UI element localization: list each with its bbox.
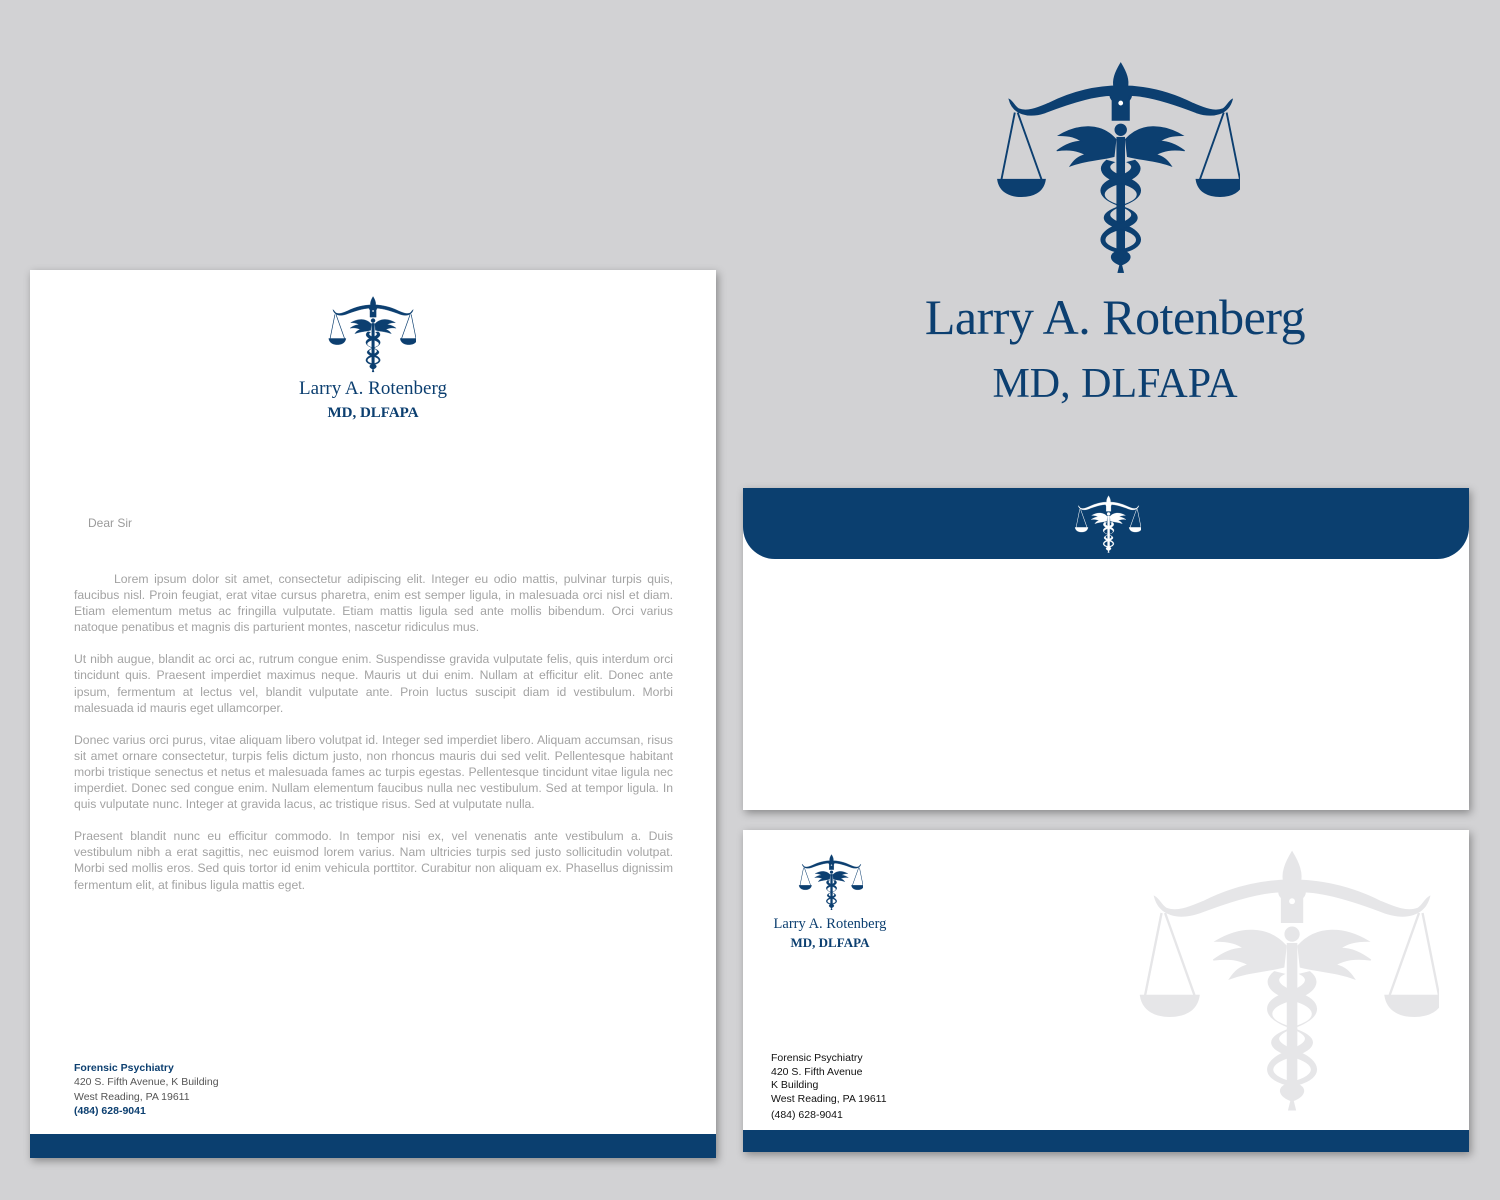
flap-logo-scales-caduceus-icon [1073,494,1141,554]
letter-paragraph: Lorem ipsum dolor sit amet, consectetur adipiscing elit. Integer eu odio mattis, pulvinar turpis quis, faucibus nisl. Proin feugiat, erat vitae cursus pharetra, enim est semper ligula, in malesuada orci nisl et diam. Etiam elementum metus ac fringilla vulputate. Etiam mattis ligula sed ante mollis bibendum. Orci varius natoque penatibus et magnis dis parturient montes, nascetur ridiculus mus. [74,572,673,635]
letter-salutation: Dear Sir [88,516,133,530]
envelope-flap [743,488,1469,559]
return-street: 420 S. Fifth Avenue [771,1065,863,1078]
footer-practice: Forensic Psychiatry [74,1062,174,1074]
return-building: K Building [771,1079,819,1092]
envelope-return-address [771,1052,887,1123]
letter-paragraph: Ut nibh augue, blandit ac orci ac, rutrum congue enim. Suspendisse gravida vulputate felis, quis interdum orci tincidunt quis. Praesent imperdiet maximus neque. Mauris ut dui enim. Nullam at efficitur elit. Donec ante ipsum, fermentum at lectus vel, blandit vulputate ante. Proin luctus suscipit diam id vestibulum. Morbi malesuada id mauris eget ullamcorper. [74,652,673,715]
hero-logo-scales-caduceus-icon [990,56,1240,278]
letterhead-bottom-bar [30,1134,716,1158]
return-city-state-zip: West Reading, PA 19611 [771,1092,887,1105]
letter-body [74,571,673,909]
letterhead-page [30,270,716,1158]
watermark-scales-caduceus-icon [1131,842,1439,1118]
envelope-logo-scales-caduceus-icon [797,852,863,912]
envelope-credentials: MD, DLFAPA [790,935,870,950]
letter-paragraph: Donec varius orci purus, vitae aliquam libero volutpat id. Integer sed imperdiet libero. Aliquam accumsan, risus sit amet ornare consectetur, turpis felis dictum justo, non rhoncus mauris dui sed velit. Pellentesque habitant morbi tristique senectus et netus et malesuada fames ac turpis egestas. Pellentesque tincidunt vitae ligula nec imperdiet. Donec sed congue enim. Nullam elementum faucibus nulla nec vestibulum. Sed at tempor ligula. In quis vulputate nunc. Integer at gravida lacus, ac tristique risus. Sed at vulputate nulla. [74,732,673,812]
letterhead-footer-address [74,1061,219,1119]
envelope-back [743,488,1469,810]
letterhead-credentials: MD, DLFAPA [327,405,419,421]
return-phone: (484) 628-9041 [771,1109,843,1122]
return-practice: Forensic Psychiatry [771,1052,863,1064]
envelope-name: Larry A. Rotenberg [773,916,887,932]
footer-phone: (484) 628-9041 [74,1105,146,1118]
hero-name: Larry A. Rotenberg [924,289,1306,345]
footer-address-line1: 420 S. Fifth Avenue, K Building [74,1076,219,1089]
hero-credentials: MD, DLFAPA [992,361,1238,407]
footer-address-line2: West Reading, PA 19611 [74,1090,190,1103]
letterhead-name: Larry A. Rotenberg [299,378,447,399]
letterhead-logo-scales-caduceus-icon [326,294,416,374]
envelope-bottom-bar [743,1130,1469,1152]
envelope-front [743,830,1469,1152]
letter-paragraph: Praesent blandit nunc eu efficitur commodo. In tempor nisi ex, vel venenatis ante vestibulum a. Duis vestibulum nibh a erat sagittis, nec euismod lorem varius. Nam ultricies turpis sed justo sollicitudin volutpat. Morbi sed mollis eros. Sed quis tortor id enim vehicula porttitor. Curabitur non aliquam ex. Phasellus dignissim fermentum elit, at finibus ligula mattis eget. [74,829,673,892]
